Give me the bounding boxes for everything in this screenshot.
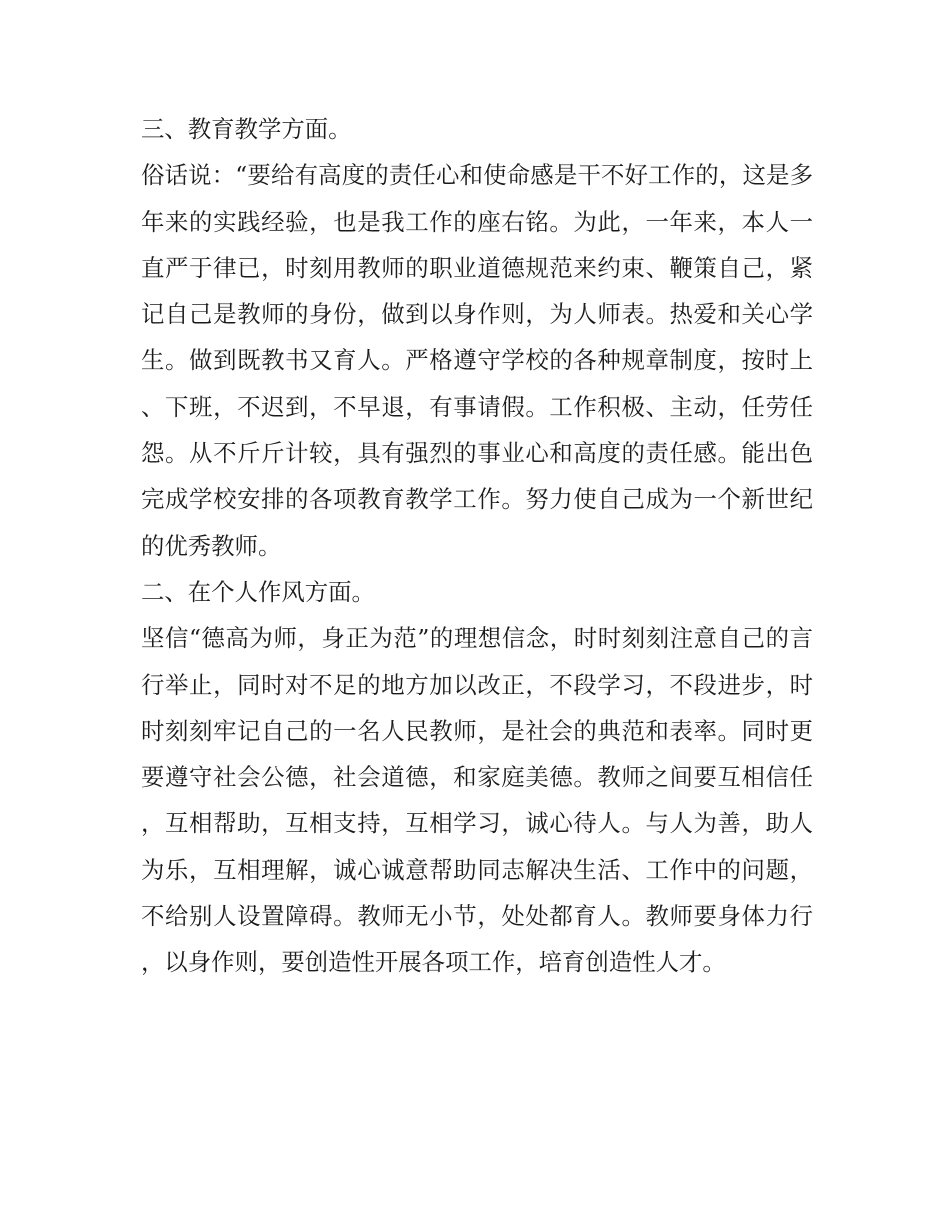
section-heading-teaching: 三、教育教学方面。 xyxy=(141,115,352,143)
document-body xyxy=(141,106,813,986)
paragraph-personal-style: 坚信“德高为师，身正为范”的理想信念，时时刻刻注意自己的言行举止，同时对不足的地方加以改正，不段学习，不段进步，时时刻刻牢记自己的一名人民教师，是社会的典范和表率。同时更要遵守社会公德，社会道德，和家庭美德。教师之间要互相信任，互相帮助，互相支持，互相学习，诚心待人。与人为善，助人为乐，互相理解，诚心诚意帮助同志解决生活、工作中的问题，不给别人设置障碍。教师无小节，处处都育人。教师要身体力行，以身作则，要创造性开展各项工作，培育创造性人才。 xyxy=(141,624,813,977)
paragraph-teaching: 俗话说：“要给有高度的责任心和使命感是干不好工作的，这是多年来的实践经验，也是我工作的座右铭。为此，一年来，本人一直严于律已，时刻用教师的职业道德规范来约束、鞭策自己，紧记自己是教师的身份，做到以身作则，为人师表。热爱和关心学生。做到既教书又育人。严格遵守学校的各种规章制度，按时上、下班，不迟到，不早退，有事请假。工作积极、主动，任劳任怨。从不斤斤计较，具有强烈的事业心和高度的责任感。能出色完成学校安排的各项教育教学工作。努力使自己成为一个新世纪的优秀教师。 xyxy=(141,161,813,560)
section-heading-personal-style: 二、在个人作风方面。 xyxy=(141,577,375,606)
